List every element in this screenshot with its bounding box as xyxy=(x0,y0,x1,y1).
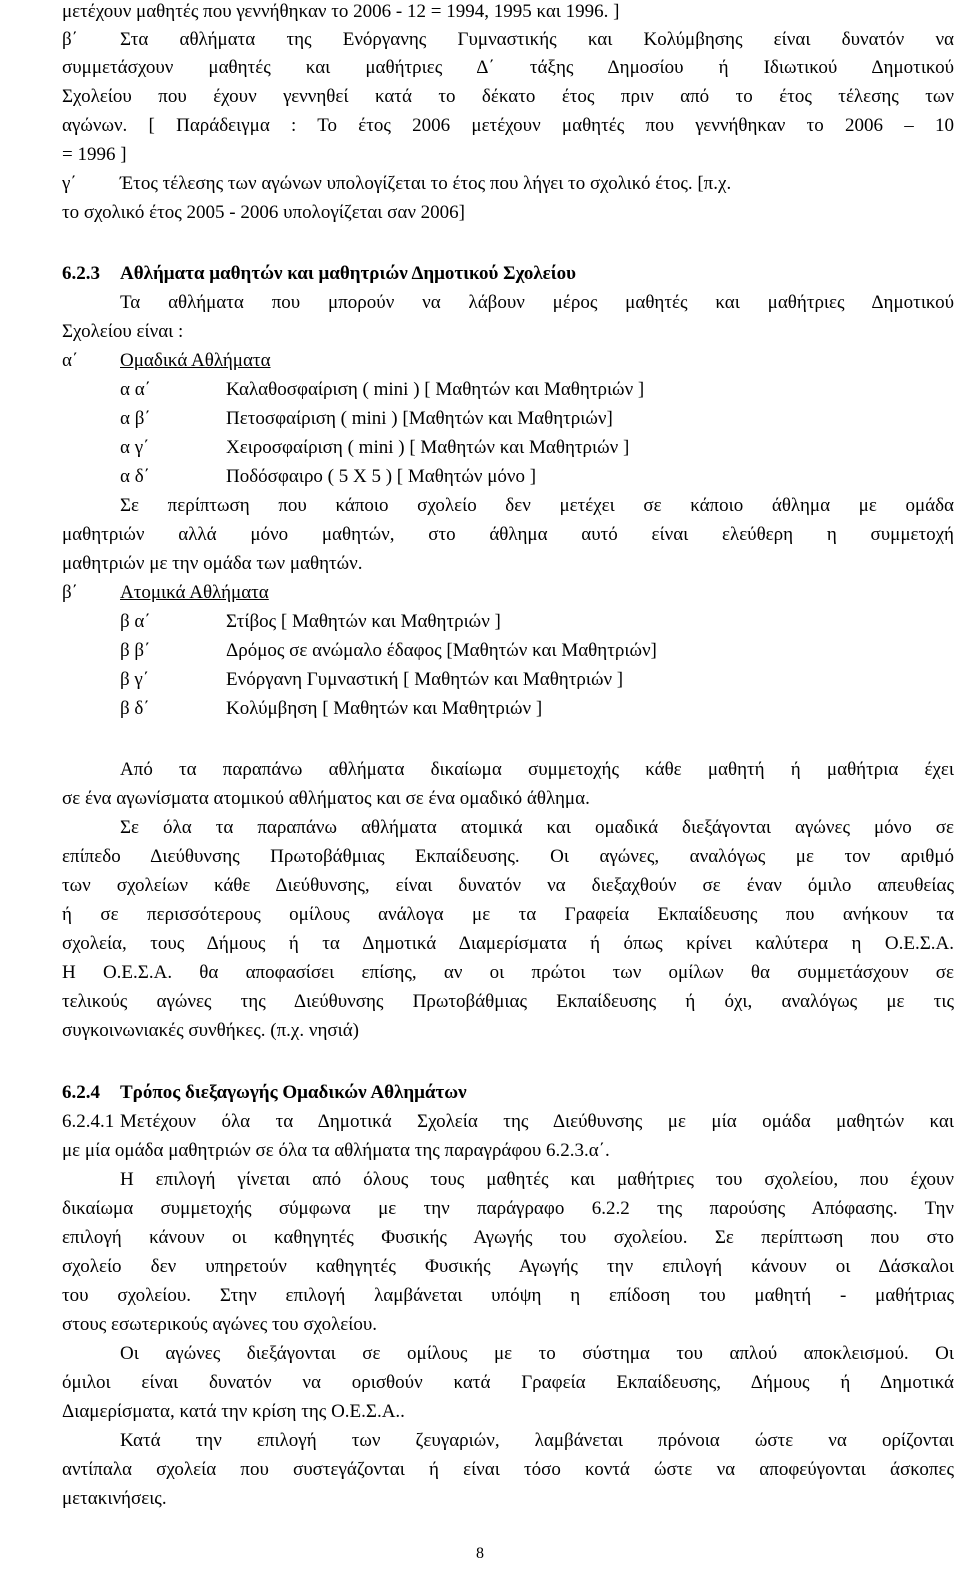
text-line: μετακινήσεις. xyxy=(62,1488,167,1509)
item-label: α α΄ xyxy=(120,379,151,400)
text-line: ή σε περισσότερους ομίλους ανάλογα με τα Γραφεία Εκπαίδευσης που ανήκουν τα xyxy=(62,904,954,925)
item-text: Έτος τέλεσης των αγώνων υπολογίζεται το έτος που λήγει το σχολικό έτος. [π.χ. xyxy=(120,173,732,194)
text-content: Η επιλογή γίνεται από όλους τους μαθητές και μαθήτριες του σχολείου, που έχουν xyxy=(120,1169,954,1190)
text-content: Μετέχουν όλα τα Δημοτικά Σχολεία της Διεύθυνσης με μία ομάδα μαθητών και xyxy=(120,1111,954,1132)
item-label: β α΄ xyxy=(120,611,151,632)
text-content: Σε όλα τα παραπάνω αθλήματα ατομικά και ομαδικά διεξάγονται αγώνες μόνο σε xyxy=(120,817,954,838)
item-label: γ΄ xyxy=(62,173,77,194)
section-number: 6.2.4 xyxy=(62,1082,100,1103)
item-text: Χειροσφαίριση ( mini ) [ Μαθητών και Μαθητριών ] xyxy=(226,437,630,458)
text-line: μαθητριών αλλά μόνο μαθητών, στο άθλημα αυτό είναι ελεύθερη η συμμετοχή xyxy=(62,524,954,545)
item-label: α β΄ xyxy=(120,408,151,429)
item-text: Ποδόσφαιρο ( 5 Χ 5 ) [ Μαθητών μόνο ] xyxy=(226,466,537,487)
text-line: επίπεδο Διεύθυνσης Πρωτοβάθμιας Εκπαίδευσης. Οι αγώνες, αναλόγως με τον αριθμό xyxy=(62,846,954,867)
subsection-label: β΄ xyxy=(62,582,78,603)
text-line: μετέχουν μαθητές που γεννήθηκαν το 2006 - 12 = 1994, 1995 και 1996. ] xyxy=(62,1,620,22)
item-label: α γ΄ xyxy=(120,437,150,458)
item-text: Ενόργανη Γυμναστική [ Μαθητών και Μαθητριών ] xyxy=(226,669,624,690)
text-line: Σχολείου που έχουν γεννηθεί κατά το δέκατο έτος πριν από το έτος τέλεσης των xyxy=(62,86,954,107)
text-line: Διαμερίσματα, κατά την κρίση της Ο.Ε.Σ.Α.. xyxy=(62,1401,405,1422)
text-line: δικαίωμα συμμετοχής σύμφωνα με την παράγραφο 6.2.2 της παρούσης Απόφασης. Την xyxy=(62,1198,954,1219)
text-content: Σε περίπτωση που κάποιο σχολείο δεν μετέχει σε κάποιο άθλημα με ομάδα xyxy=(120,495,954,516)
text-line: όμιλοι είναι δυνατόν να ορισθούν κατά Γραφεία Εκπαίδευσης, Δήμους ή Δημοτικά xyxy=(62,1372,954,1393)
text-content: Από τα παραπάνω αθλήματα δικαίωμα συμμετοχής κάθε μαθητή ή μαθήτρια έχει xyxy=(120,759,954,780)
text-line: Η Ο.Ε.Σ.Α. θα αποφασίσει επίσης, αν οι πρώτοι των ομίλων θα συμμετάσχουν σε xyxy=(62,962,954,983)
section-title: Αθλήματα μαθητών και μαθητριών Δημοτικού Σχολείου xyxy=(120,263,577,284)
section-number: 6.2.3 xyxy=(62,263,100,284)
item-text: Στίβος [ Μαθητών και Μαθητριών ] xyxy=(226,611,501,632)
text-line: σε ένα αγωνίσματα ατομικού αθλήματος και σε ένα ομαδικό άθλημα. xyxy=(62,788,590,809)
item-label: β΄ xyxy=(62,29,78,50)
text-line: επιλογή κάνουν οι καθηγητές Φυσικής Αγωγής του σχολείου. Σε περίπτωση που στο xyxy=(62,1227,954,1248)
text-line: συμμετάσχουν μαθητές και μαθήτριες Δ΄ τάξης Δημοσίου ή Ιδιωτικού Δημοτικού xyxy=(62,57,954,78)
section-title: Τρόπος διεξαγωγής Ομαδικών Αθλημάτων xyxy=(120,1082,467,1103)
text-line: Σχολείου είναι : xyxy=(62,321,184,342)
text-line: σχολείο δεν υπηρετούν καθηγητές Φυσικής Αγωγής την επιλογή κάνουν οι Δάσκαλοι xyxy=(62,1256,954,1277)
item-text: Καλαθοσφαίριση ( mini ) [ Μαθητών και Μαθητριών ] xyxy=(226,379,645,400)
subsection-number: 6.2.4.1 xyxy=(62,1111,115,1132)
text-line: μαθητριών με την ομάδα των μαθητών. xyxy=(62,553,363,574)
text-line: του σχολείου. Στην επιλογή λαμβάνεται υπόψη η επίδοση του μαθητή - μαθήτριας xyxy=(62,1285,954,1306)
item-label: β γ΄ xyxy=(120,669,150,690)
text-line: τελικούς αγώνες της Διεύθυνσης Πρωτοβάθμιας Εκπαίδευσης ή όχι, αναλόγως με τις xyxy=(62,991,954,1012)
text-line: αντίπαλα σχολεία που συστεγάζονται ή είναι τόσο κοντά ώστε να αποφεύγονται άσκοπες xyxy=(62,1459,954,1480)
text-line: σχολεία, τους Δήμους ή τα Δημοτικά Διαμερίσματα ή όπως κρίνει καλύτερα η Ο.Ε.Σ.Α. xyxy=(62,933,954,954)
text-content: Τα αθλήματα που μπορούν να λάβουν μέρος μαθητές και μαθήτριες Δημοτικού xyxy=(120,292,954,313)
item-label: β δ΄ xyxy=(120,698,150,719)
text-line: των σχολείων κάθε Διεύθυνσης, είναι δυνατόν να διεξαχθούν σε έναν όμιλο απευθείας xyxy=(62,875,954,896)
subsection-label: α΄ xyxy=(62,350,79,371)
item-text: Δρόμος σε ανώμαλο έδαφος [Μαθητών και Μαθητριών] xyxy=(226,640,657,661)
subsection-title: Ομαδικά Αθλήματα xyxy=(120,350,271,371)
text-line: αγώνων. [ Παράδειγμα : Το έτος 2006 μετέχουν μαθητές που γεννήθηκαν το 2006 – 10 xyxy=(62,115,954,136)
text-line: το σχολικό έτος 2005 - 2006 υπολογίζεται σαν 2006] xyxy=(62,202,465,223)
page-number: 8 xyxy=(476,1545,484,1562)
text-content: Κατά την επιλογή των ζευγαριών, λαμβάνεται πρόνοια ώστε να ορίζονται xyxy=(120,1430,954,1451)
text-content: Οι αγώνες διεξάγονται σε ομίλους με το σύστημα του απλού αποκλεισμού. Οι xyxy=(120,1343,954,1364)
item-text: Πετοσφαίριση ( mini ) [Μαθητών και Μαθητριών] xyxy=(226,408,613,429)
item-text: Στα αθλήματα της Ενόργανης Γυμναστικής και Κολύμβησης είναι δυνατόν να xyxy=(120,29,954,50)
subsection-title: Ατομικά Αθλήματα xyxy=(120,582,269,603)
text-line: συγκοινωνιακές συνθήκες. (π.χ. νησιά) xyxy=(62,1020,360,1041)
item-label: β β΄ xyxy=(120,640,151,661)
text-line: με μία ομάδα μαθητριών σε όλα τα αθλήματα της παραγράφου 6.2.3.α΄. xyxy=(62,1140,610,1161)
item-label: α δ΄ xyxy=(120,466,150,487)
text-line: στους εσωτερικούς αγώνες του σχολείου. xyxy=(62,1314,378,1335)
item-text: Κολύμβηση [ Μαθητών και Μαθητριών ] xyxy=(226,698,543,719)
text-line: = 1996 ] xyxy=(62,144,127,165)
